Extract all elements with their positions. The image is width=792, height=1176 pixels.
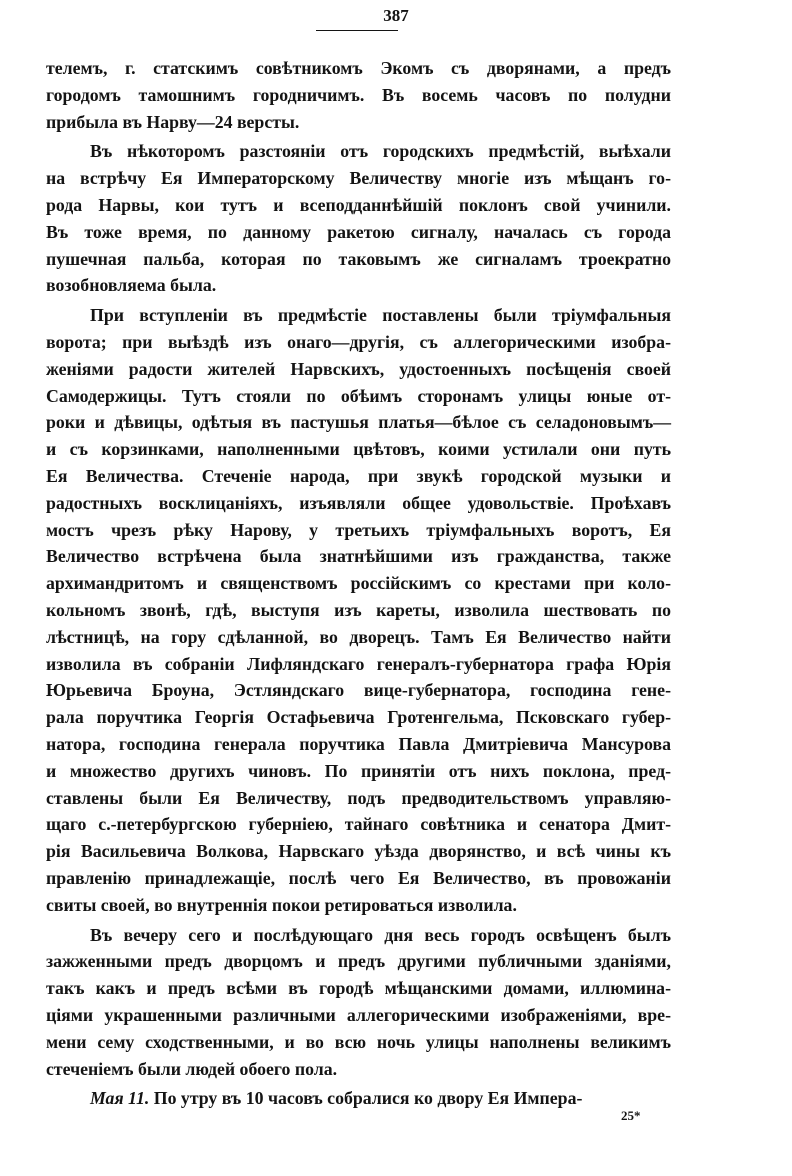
text-line: городомъ тамошнимъ городничимъ. Въ восемь часовъ по полудни: [46, 84, 671, 105]
text-line: роки и дѣвицы, одѣтыя въ пастушья платья—бѣлое съ селадоновымъ—: [46, 412, 671, 433]
text-line: зажженными предъ дворцомъ и предъ другими публичными зданіями,: [46, 951, 671, 972]
signature-mark: 25*: [621, 1108, 641, 1124]
text-line-content: По утру въ 10 часовъ собралися ко двору Ея Импера-: [149, 1088, 583, 1109]
text-line: мени сему сходственными, и во всю ночь улицы наполнены великимъ: [46, 1031, 671, 1052]
text-line: Ея Величества. Стеченіе народа, при звукѣ городской музыки и: [46, 466, 671, 486]
text-line: Въ вечеру сего и послѣдующаго дня весь городъ освѣщенъ былъ: [90, 924, 671, 945]
text-line: рала поручтика Георгія Остафьевича Гротенгельма, Псковскаго губер-: [46, 707, 671, 728]
text-line: Самодержицы. Тутъ стояли по обѣимъ сторонамъ улицы юные от-: [46, 385, 671, 406]
date-label: Мая 11.: [90, 1088, 150, 1109]
text-line: Юрьевича Броуна, Эстляндскаго вице-губернатора, господина гене-: [46, 680, 671, 701]
text-line: ставлены были Ея Величеству, подъ предводительствомъ управляю-: [46, 787, 671, 808]
text-line: рода Нарвы, кои тутъ и всеподданнѣйшій поклонъ свой учинили.: [46, 195, 671, 215]
text-line: натора, господина генерала поручтика Павла Дмитріевича Мансурова: [46, 734, 671, 754]
text-line: мостъ чрезъ рѣку Нарову, у третьихъ тріумфальныхъ воротъ, Ея: [46, 519, 671, 540]
header-rule: [316, 30, 398, 31]
text-line: Величество встрѣчена была знатнѣйшими изъ гражданства, также: [46, 546, 671, 567]
text-line: возобновляема была.: [46, 275, 217, 296]
text-line: правленію принадлежащіе, послѣ чего Ея Величество, въ провожаніи: [46, 868, 671, 888]
text-line: и съ корзинками, наполненными цвѣтовъ, коими устилали они путь: [46, 439, 671, 460]
text-line: рія Васильевича Волкова, Нарвскаго уѣзда дворянство, и всѣ чины къ: [46, 841, 671, 862]
text-line: женіями радости жителей Нарвскихъ, удостоенныхъ посѣщенія своей: [46, 358, 671, 379]
page-number: 387: [383, 6, 409, 25]
text-line: щаго с.-петербургскою губерніею, тайнаго совѣтника и сенатора Дмит-: [46, 814, 671, 835]
text-line: такъ какъ и предъ всѣми въ городѣ мѣщанскими домами, иллюмина-: [46, 978, 671, 999]
text-line: и множество другихъ чиновъ. По принятіи отъ нихъ поклона, пред-: [46, 760, 671, 781]
text-line: архимандритомъ и священствомъ россійскимъ со крестами при коло-: [46, 573, 671, 594]
text-line: ціями украшенными различными аллегорическими изображеніями, вре-: [46, 1005, 671, 1025]
text-line: прибыла въ Нарву—24 версты.: [46, 111, 300, 132]
text-line: [90, 1085, 671, 1112]
text-line: При вступленіи въ предмѣстіе поставлены были тріумфальныя: [90, 305, 671, 326]
text-line: лѣстницѣ, на гору сдѣланной, во дворецъ. Тамъ Ея Величество найти: [46, 626, 671, 647]
text-line: свиты своей, во внутреннія покои ретироваться изволила.: [46, 894, 517, 915]
text-line: Въ тоже время, по данному ракетою сигналу, началась съ города: [46, 221, 671, 242]
text-line: телемъ, г. статскимъ совѣтникомъ Экомъ съ дворянами, а предъ: [46, 58, 671, 78]
text-line: ворота; при выѣздѣ изъ онаго—другія, съ аллегорическими изобра-: [46, 332, 671, 352]
text-line: радостныхъ восклицаніяхъ, изъявляли общее удовольствіе. Проѣхавъ: [46, 492, 671, 513]
text-line: стеченіемъ были людей обоего пола.: [46, 1058, 338, 1079]
text-line: на встрѣчу Ея Императорскому Величеству многіе изъ мѣщанъ го-: [46, 168, 671, 189]
text-line: изволила въ собраніи Лифляндскаго генералъ-губернатора графа Юрія: [46, 653, 671, 674]
text-line: пушечная пальба, которая по таковымъ же сигналамъ троекратно: [46, 248, 671, 269]
text-line: Въ нѣкоторомъ разстояніи отъ городскихъ предмѣстій, выѣхали: [90, 141, 671, 162]
text-line: кольномъ звонѣ, гдѣ, выступя изъ кареты, изволила шествовать по: [46, 600, 671, 620]
